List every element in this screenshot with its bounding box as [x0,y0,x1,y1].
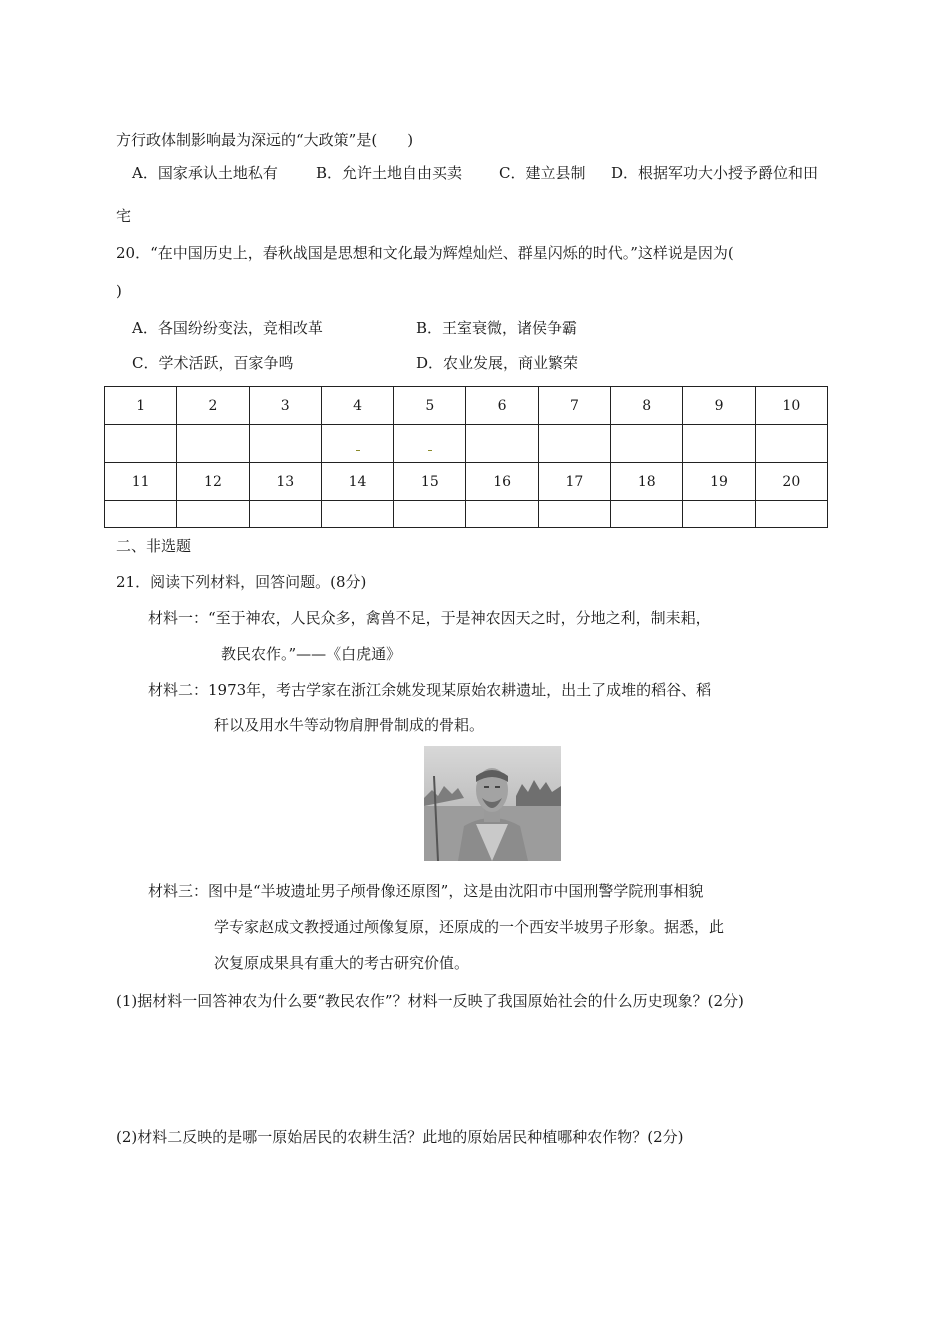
answer-cell-blank[interactable] [755,425,827,463]
material-3-line-3: 次复原成果具有重大的考古研究价值。 [214,954,470,972]
answer-cell-blank[interactable] [321,501,393,528]
q20-stem-wrap: ) [116,282,122,300]
answer-table-number-row [105,387,828,425]
mark-tick [428,450,432,451]
answer-cell-number: 1 [105,387,177,425]
answer-table [104,386,828,528]
answer-cell-number: 8 [611,387,683,425]
q19-stem-continuation: 方行政体制影响最为深远的“大政策”是( ) [116,131,414,149]
answer-cell-blank[interactable] [105,501,177,528]
answer-cell-blank[interactable] [683,425,755,463]
q20-option-d: D．农业发展，商业繁荣 [416,354,579,372]
answer-cell-blank[interactable] [105,425,177,463]
portrait-illustration [424,746,561,861]
answer-cell-number: 16 [466,463,538,501]
answer-cell-number: 20 [755,463,827,501]
q19-option-a: A．国家承认土地私有 [132,164,278,182]
q19-option-d-wrap: 宅 [116,207,132,225]
q20-stem: 20．“在中国历史上，春秋战国是思想和文化最为辉煌灿烂、群星闪烁的时代。”这样说是因为( [116,244,734,262]
q19-option-c: C．建立县制 [499,164,586,182]
answer-cell-blank[interactable] [611,501,683,528]
answer-cell-number: 11 [105,463,177,501]
answer-cell-blank[interactable] [394,501,466,528]
material-3-line-1: 材料三：图中是“半坡遗址男子颅骨像还原图”，这是由沈阳市中国刑警学院刑事相貌 [148,882,704,900]
material-2-line-1: 材料二：1973年，考古学家在浙江余姚发现某原始农耕遗址，出土了成堆的稻谷、稻 [148,681,712,699]
answer-cell-number: 15 [394,463,466,501]
q20-option-b: B．王室衰微，诸侯争霸 [416,319,578,337]
q19-option-b: B．允许土地自由买卖 [316,164,463,182]
answer-cell-number: 5 [394,387,466,425]
material-1-line-2: 教民农作。”——《白虎通》 [221,645,402,663]
banpo-man-portrait-image [424,746,561,861]
answer-cell-number: 4 [321,387,393,425]
q21-stem: 21．阅读下列材料，回答问题。(8分) [116,573,367,591]
q19-option-d: D．根据军功大小授予爵位和田 [611,164,819,182]
answer-cell-blank[interactable] [538,425,610,463]
answer-cell-blank[interactable] [249,425,321,463]
answer-cell-blank[interactable] [394,425,466,463]
answer-cell-number: 17 [538,463,610,501]
answer-cell-number: 18 [611,463,683,501]
answer-cell-number: 12 [177,463,249,501]
material-3-line-2: 学专家赵成文教授通过颅像复原，还原成的一个西安半坡男子形象。据悉，此 [214,918,725,936]
answer-cell-blank[interactable] [177,501,249,528]
answer-table-blank-row [105,425,828,463]
answer-cell-number: 10 [755,387,827,425]
answer-cell-blank[interactable] [321,425,393,463]
answer-cell-blank[interactable] [249,501,321,528]
material-1-line-1: 材料一：“至于神农，人民众多，禽兽不足，于是神农因天之时，分地之利，制耒耜， [148,609,711,627]
answer-cell-blank[interactable] [177,425,249,463]
answer-cell-number: 6 [466,387,538,425]
q20-option-a: A．各国纷纷变法，竞相改革 [132,319,323,337]
answer-table-blank-row [105,501,828,528]
mark-tick [356,450,360,451]
answer-cell-number: 19 [683,463,755,501]
answer-cell-blank[interactable] [683,501,755,528]
answer-cell-number: 3 [249,387,321,425]
answer-cell-blank[interactable] [538,501,610,528]
q20-option-c: C．学术活跃，百家争鸣 [132,354,294,372]
answer-cell-blank[interactable] [611,425,683,463]
answer-cell-blank[interactable] [466,425,538,463]
answer-cell-number: 13 [249,463,321,501]
answer-cell-blank[interactable] [755,501,827,528]
section-title: 二、非选题 [116,537,192,555]
answer-table-number-row [105,463,828,501]
answer-cell-number: 2 [177,387,249,425]
material-2-line-2: 秆以及用水牛等动物肩胛骨制成的骨耜。 [214,716,485,734]
answer-cell-number: 7 [538,387,610,425]
answer-cell-number: 14 [321,463,393,501]
sub-question-2: (2)材料二反映的是哪一原始居民的农耕生活？此地的原始居民种植哪种农作物？(2分) [116,1128,684,1146]
answer-cell-number: 9 [683,387,755,425]
sub-question-1: (1)据材料一回答神农为什么要“教民农作”？材料一反映了我国原始社会的什么历史现象？(2分) [116,992,744,1010]
answer-cell-blank[interactable] [466,501,538,528]
